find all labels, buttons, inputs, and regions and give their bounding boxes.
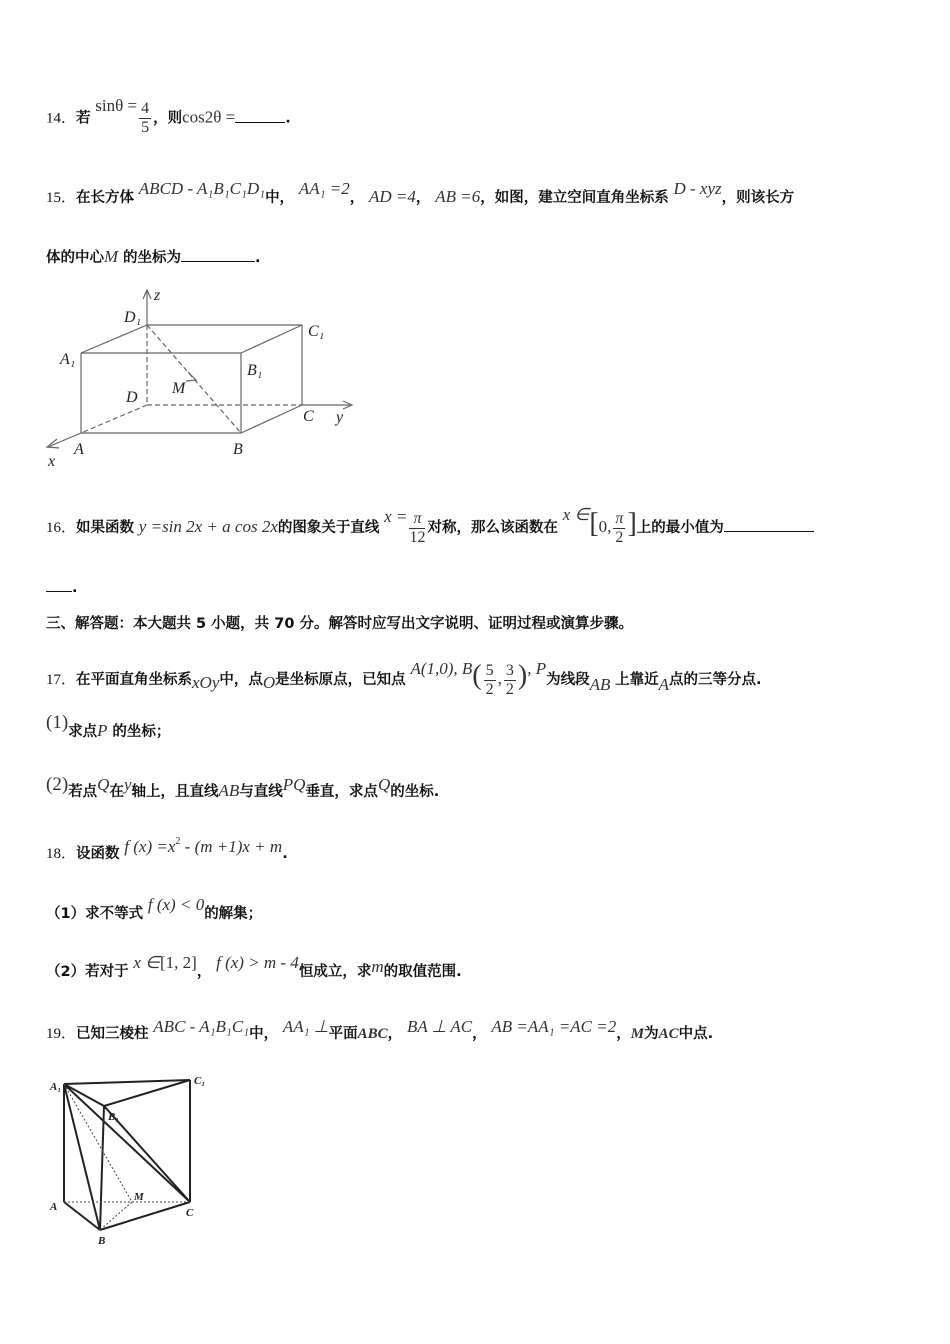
formula: x ∈ <box>562 505 590 524</box>
question-19 <box>46 1017 714 1043</box>
answer-blank <box>46 591 72 592</box>
label-A: A <box>74 441 84 458</box>
text: 是坐标原点，已知点 <box>275 672 406 688</box>
label-y: y <box>336 409 344 426</box>
formula: xOy <box>192 673 220 692</box>
label-C1: C₁ <box>308 323 325 340</box>
question-number: 17． <box>46 672 77 688</box>
formula: f (x) =x <box>124 837 176 856</box>
text: 的坐标. <box>390 784 440 800</box>
formula: m <box>371 957 384 976</box>
formula: AB <box>589 675 611 694</box>
question-number: 18． <box>46 846 77 862</box>
text: . <box>282 846 288 862</box>
formula: sinθ = <box>95 95 138 115</box>
text: 点的三等分点. <box>669 672 762 688</box>
text: 的坐标； <box>112 724 171 740</box>
formula: AC <box>658 1026 679 1042</box>
text: 的图象关于直线 <box>277 520 380 536</box>
part-label: (2) <box>46 774 69 795</box>
text: . <box>285 110 291 127</box>
question-15: 15．在长方体 ABCD - A₁B₁C₁D₁中， AA₁ =2， AD =4， AB =6，如图，建立空间直角坐标系 D - xyz，则该长方 <box>46 179 795 206</box>
question-number: 15． <box>46 190 77 206</box>
text: 对称，那么该函数在 <box>427 520 558 536</box>
formula: ABCD - A₁B₁C₁D₁ <box>138 179 266 198</box>
text: ，则 <box>153 110 183 127</box>
text: ， <box>616 1026 631 1042</box>
label-C1: C₁ <box>194 1075 206 1087</box>
fraction: $\frac{4}{5}$ <box>141 100 150 136</box>
question-16: 16．如果函数 y =sin 2x + a cos 2x的图象关于直线 x = $\frac{\pi}{12}$ 对称，那么该函数在 x ∈[0, $\frac{\pi}{2}$ ]上的最小值为 <box>46 508 814 547</box>
formula: AB =AA₁ =AC =2 <box>491 1017 617 1036</box>
part-label: （2） <box>46 964 86 980</box>
text: 的解集； <box>204 906 263 922</box>
formula: [1, 2] <box>159 953 197 972</box>
prism-figure <box>44 1070 224 1250</box>
text: 与直线 <box>239 784 283 800</box>
formula: A <box>658 675 670 694</box>
question-number: 19． <box>46 1026 77 1042</box>
question-18 <box>46 836 288 863</box>
formula: x = <box>384 507 408 526</box>
text: 若点 <box>68 784 98 800</box>
label-B: B <box>233 441 243 458</box>
label-B1: B₁ <box>247 362 263 379</box>
text: 设函数 <box>76 846 120 862</box>
text: ， <box>387 1026 403 1042</box>
text: 为 <box>644 1026 659 1042</box>
fraction: $\frac{\pi}{2}$ <box>615 509 624 546</box>
text: 体的中心 <box>46 250 104 266</box>
question-17: 17．在平面直角坐标系xOy中，点O是坐标原点，已知点 A(1,0), B( $\frac{5}{2}$ , $\frac{3}{2}$ ), P为线段AB 上靠近A点的三等分点. <box>46 659 762 698</box>
question-17-part-1 <box>46 712 171 742</box>
formula: y =sin 2x + a cos 2x <box>138 517 278 536</box>
formula: AA₁ =2 <box>298 179 350 198</box>
text: 上靠近 <box>615 672 659 688</box>
text: ， <box>196 964 212 980</box>
formula: - (m +1)x + m <box>180 837 283 856</box>
formula: O <box>262 673 276 692</box>
text: 若对于 <box>85 964 129 980</box>
text: 的坐标为 <box>122 250 181 266</box>
fraction: $\frac{\pi}{12}$ <box>409 509 426 546</box>
formula: Q <box>97 775 110 794</box>
label-A: A <box>50 1201 58 1213</box>
label-z: z <box>154 287 161 304</box>
question-number: 14． <box>46 110 77 127</box>
formula: Q <box>377 775 391 794</box>
label-A1: A₁ <box>50 1081 62 1093</box>
formula: AA₁ ⊥ <box>282 1017 329 1036</box>
formula: ABC - A₁B₁C₁ <box>153 1017 250 1036</box>
label-M: M <box>172 380 186 397</box>
formula: ABC <box>357 1026 388 1042</box>
formula: 0, <box>598 517 612 536</box>
section-heading <box>46 612 633 633</box>
formula: AB =6 <box>435 187 481 206</box>
formula: BA ⊥ AC <box>406 1017 473 1036</box>
text: 上的最小值为 <box>636 520 724 536</box>
question-number: 16． <box>46 520 77 536</box>
formula: AB <box>218 781 240 800</box>
text: 中，点 <box>219 672 263 688</box>
question-16-line-2 <box>46 578 78 596</box>
part-label: (1) <box>46 712 69 733</box>
text: ，如图，建立空间直角坐标系 <box>480 190 669 206</box>
label-B: B <box>98 1235 106 1247</box>
text: 求不等式 <box>85 906 144 922</box>
formula: AD =4 <box>369 187 416 206</box>
text: ， <box>472 1026 487 1042</box>
question-18-part-1 <box>46 895 263 923</box>
text: 为线段 <box>546 672 590 688</box>
formula: M <box>630 1026 645 1042</box>
text: ，则该长方 <box>721 190 795 206</box>
text: 在 <box>109 784 124 800</box>
label-C: C <box>186 1207 194 1219</box>
question-18-part-2 <box>46 953 462 981</box>
text: 的取值范围. <box>383 964 462 980</box>
text: 若 <box>76 110 91 127</box>
formula: 2 <box>175 836 181 847</box>
label-B1: B₁ <box>108 1111 120 1123</box>
fraction: $\frac{3}{2}$ <box>505 661 514 698</box>
label-D1: D₁ <box>124 309 142 326</box>
answer-blank <box>724 531 814 532</box>
label-M: M <box>134 1191 144 1203</box>
answer-blank <box>181 261 255 262</box>
label-A1: A₁ <box>60 351 76 368</box>
text: 垂直，求点 <box>305 784 378 800</box>
formula: y <box>123 775 132 794</box>
label-x: x <box>48 453 56 470</box>
text: . <box>254 250 261 266</box>
text: 在平面直角坐标系 <box>76 672 193 688</box>
formula: P <box>97 721 108 740</box>
part-label: （1） <box>46 906 86 922</box>
answer-blank <box>235 122 285 123</box>
text: 中， <box>265 190 295 206</box>
text: 求点 <box>68 724 98 740</box>
formula: A(1,0), B <box>410 659 473 678</box>
text: 轴上，且直线 <box>131 784 219 800</box>
text: 中， <box>249 1026 279 1042</box>
formula: f (x) > m - 4 <box>216 953 299 972</box>
formula: PQ <box>282 775 306 794</box>
text: . <box>72 580 78 596</box>
question-15-line-2 <box>46 246 260 267</box>
text: 平面 <box>328 1026 358 1042</box>
formula: f (x) < 0 <box>147 895 205 914</box>
cuboid-figure <box>40 280 370 470</box>
label-D: D <box>126 389 138 406</box>
fraction: $\frac{5}{2}$ <box>485 661 494 698</box>
text: 如果函数 <box>76 520 135 536</box>
text: 中点. <box>678 1026 714 1042</box>
formula: , P <box>527 659 547 678</box>
section-title: 三、解答题：本大题共 5 小题，共 70 分。解答时应写出文字说明、证明过程或演算步骤。 <box>46 616 633 632</box>
question-17-part-2 <box>46 774 440 802</box>
question-14 <box>46 95 291 137</box>
formula: cos2θ = <box>182 107 236 127</box>
label-C: C <box>303 408 314 425</box>
formula: x ∈ <box>133 953 160 972</box>
text: 已知三棱柱 <box>76 1026 149 1042</box>
formula: D - xyz <box>673 179 722 198</box>
text: 恒成立，求 <box>298 964 372 980</box>
formula: M <box>104 247 119 266</box>
text: 在长方体 <box>76 190 135 206</box>
